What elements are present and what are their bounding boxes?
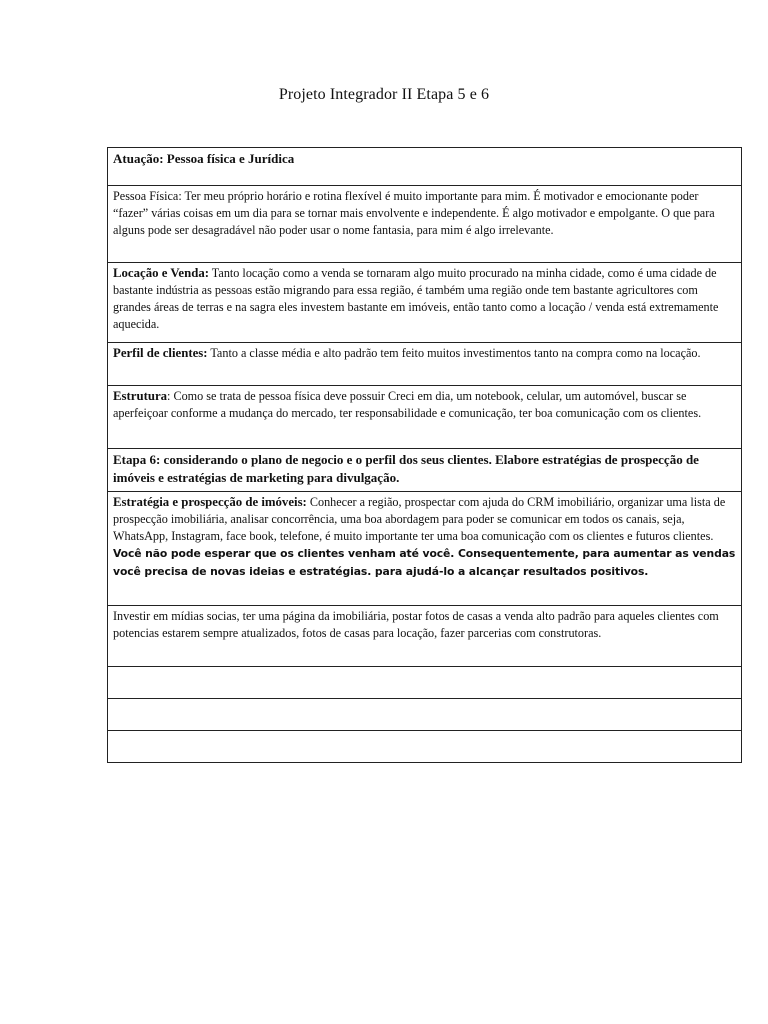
table-row	[108, 186, 742, 263]
estrutura-label: Estrutura	[113, 389, 168, 403]
table-cell-pessoa-fisica	[108, 186, 742, 263]
perfil-label: Perfil de clientes:	[113, 346, 208, 360]
estrategia-text: Conhecer a região, prospectar com ajuda do CRM imobiliário, organizar uma lista de prospecção imobiliária, analisar concorrência, uma boa abordagem para poder se comunicar em todos os canais, seja, WhatsApp, Instagram, face book, telefone, é muito importante ter uma boa comunicação com os clientes e futuros clientes.	[113, 495, 726, 543]
table-cell-investir	[108, 606, 742, 667]
estrategia-bold-tail: Você não pode esperar que os clientes venham até você. Consequentemente, para aumentar as vendas você precisa de novas ideias e estratégias. para ajudá-lo a alcançar resultados positivos.	[113, 547, 736, 578]
table-row	[108, 386, 742, 449]
document-title: Projeto Integrador II Etapa 5 e 6	[278, 86, 490, 103]
perfil-text: Tanto a classe média e alto padrão tem feito muitos investimentos tanto na compra como na locação.	[207, 346, 701, 360]
table-cell-estrutura	[108, 386, 742, 449]
empty-cell	[108, 667, 742, 699]
table-cell-atuacao	[108, 148, 742, 186]
table-row	[108, 667, 742, 699]
table-row	[108, 343, 742, 386]
table-row	[108, 449, 742, 492]
estrutura-text: : Como se trata de pessoa física deve possuir Creci em dia, um notebook, celular, um automóvel, buscar se aperfeiçoar conforme a mudança do mercado, ter responsabilidade e comunicação, ter boa comunicação com os clientes.	[113, 389, 702, 420]
locacao-label: Locação e Venda:	[113, 266, 209, 280]
table-row	[108, 263, 742, 343]
table-cell-perfil	[108, 343, 742, 386]
table-cell-locacao	[108, 263, 742, 343]
table-row	[108, 699, 742, 731]
empty-cell	[108, 731, 742, 763]
table-row	[108, 148, 742, 186]
table-cell-estrategia	[108, 492, 742, 606]
estrategia-label: Estratégia e prospecção de imóveis:	[113, 495, 307, 509]
table-row	[108, 731, 742, 763]
content-table	[107, 147, 742, 763]
etapa6-heading: Etapa 6: considerando o plano de negocio e o perfil dos seus clientes. Elabore estratégias de prospecção de imóveis e estratégias de marketing para divulgação.	[113, 452, 699, 485]
table-cell-etapa6	[108, 449, 742, 492]
locacao-text: Tanto locação como a venda se tornaram algo muito procurado na minha cidade, como é uma cidade de bastante indústria as pessoas estão migrando para essa região, é também uma região onde tem bastante agricultores com grandes áreas de terras e na sagra eles investem bastante em imóveis, então tanto como a locação / venda está extremamente aquecida.	[113, 266, 719, 331]
table-row	[108, 606, 742, 667]
investir-text: Investir em mídias socias, ter uma página da imobiliária, postar fotos de casas a venda alto padrão para aqueles clientes com potencias estarem sempre atualizados, fotos de casas para locação, fazer parcerias com construtoras.	[113, 609, 719, 640]
table-row	[108, 492, 742, 606]
pessoa-fisica-text: Pessoa Física: Ter meu próprio horário e rotina flexível é muito importante para mim. É motivador e emocionante poder “fazer” várias coisas em um dia para se tornar mais envolvente e independente. É algo motivador e empolgante. O que para alguns pode ser desagradável não poder usar o nome fantasia, para mim é algo irrelevante.	[113, 189, 715, 237]
empty-cell	[108, 699, 742, 731]
atuacao-heading: Atuação: Pessoa física e Jurídica	[113, 151, 295, 166]
